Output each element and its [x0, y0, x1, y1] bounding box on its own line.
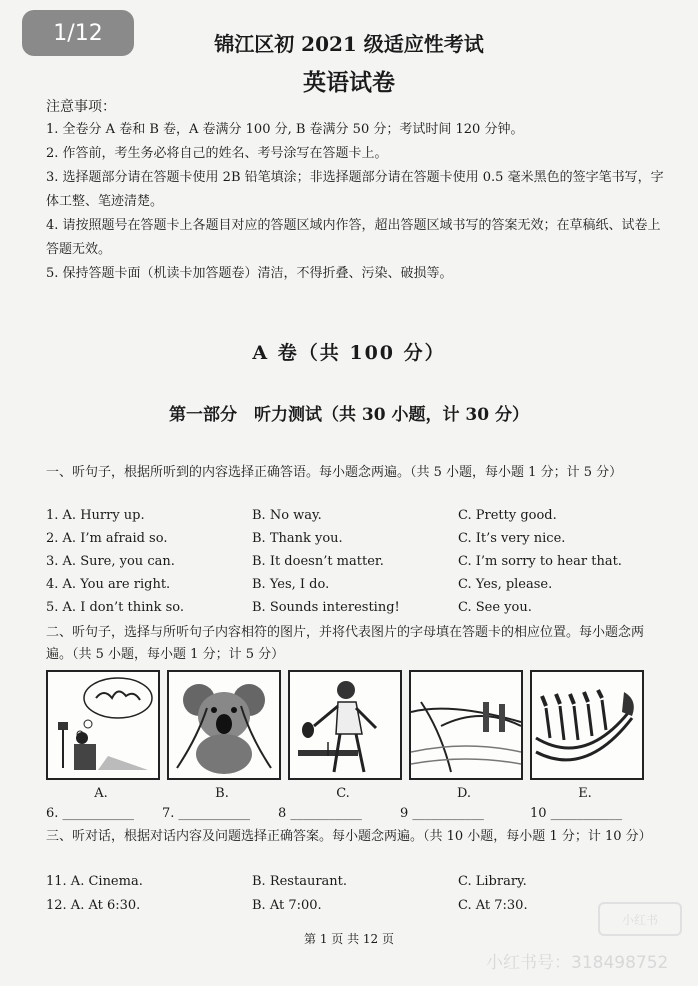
answer-blanks [46, 806, 666, 826]
option-c: C. It’s very nice. [458, 531, 566, 546]
option-b: B. At 7:00. [252, 898, 322, 913]
question-row [46, 600, 666, 620]
notes-heading: 注意事项： [46, 99, 116, 115]
answer-blank: 6. ___________ [46, 806, 135, 821]
question-row [46, 554, 666, 574]
option-b: B. Thank you. [252, 531, 343, 546]
option-a: 4. A. You are right. [46, 577, 171, 592]
option-a: 5. A. I don’t think so. [46, 600, 185, 615]
note-item: 2. 作答前，考生务必将自己的姓名、考号涂写在答题卡上。 [46, 146, 388, 161]
answer-blank: 7. ___________ [162, 806, 251, 821]
option-b: B. It doesn’t matter. [252, 554, 384, 569]
option-c: C. See you. [458, 600, 532, 615]
question-row [46, 874, 666, 894]
question-row [46, 531, 666, 551]
option-a: 2. A. I’m afraid so. [46, 531, 168, 546]
option-b: B. Sounds interesting! [252, 600, 400, 615]
answer-blank: 10 ___________ [530, 806, 623, 821]
exam-title: 锦江区初 2021 级适应性考试 [214, 32, 484, 56]
picture-group [46, 670, 646, 780]
picture-label: B. [215, 786, 229, 801]
picture-label: D. [456, 786, 472, 801]
exam-subtitle: 英语试卷 [303, 69, 395, 96]
dreaming-man-icon [46, 670, 160, 780]
option-a: 3. A. Sure, you can. [46, 554, 175, 569]
picture-label: E. [578, 786, 592, 801]
watermark-text: 小红书号：318498752 [486, 953, 669, 973]
option-a: 12. A. At 6:30. [46, 898, 141, 913]
dragon-boat-icon [530, 670, 644, 780]
question-row [46, 577, 666, 597]
section2-instruction: 二、听句子，选择与所听句子内容相符的图片，并将代表图片的字母填在答题卡的相应位置。每小题念两遍。（共 5 小题，每小题 1 分；计 5 分） [46, 625, 645, 662]
option-b: B. Yes, I do. [252, 577, 330, 592]
option-c: C. At 7:30. [458, 898, 528, 913]
watermark-logo: 小红书 [598, 902, 682, 936]
question-row [46, 898, 666, 918]
option-b: B. Restaurant. [252, 874, 348, 889]
answer-blank: 8 ___________ [278, 806, 362, 821]
option-b: B. No way. [252, 508, 322, 523]
option-c: C. Library. [458, 874, 527, 889]
note-item: 5. 保持答题卡面（机读卡加答题卷）清洁，不得折叠、污染、破损等。 [46, 266, 453, 281]
option-a: 11. A. Cinema. [46, 874, 143, 889]
section3-instruction: 三、听对话，根据对话内容及问题选择正确答案。每小题念两遍。（共 10 小题，每小题 1 分；计 10 分） [46, 829, 652, 844]
option-c: C. Yes, please. [458, 577, 553, 592]
volume-a-heading: A 卷（共 100 分） [252, 342, 446, 364]
part1-heading: 第一部分 听力测试（共 30 小题，计 30 分） [169, 405, 529, 425]
note-item: 3. 选择题部分请在答题卡使用 2B 铅笔填涂；非选择题部分请在答题卡使用 0.5 毫米黑色的签字笔书写，字体工整、笔迹清楚。 [46, 170, 664, 209]
koala-icon [167, 670, 281, 780]
picture-label: A. [94, 786, 108, 801]
section1-instruction: 一、听句子，根据所听到的内容选择正确答语。每小题念两遍。（共 5 小题，每小题 1 分；计 5 分） [46, 465, 623, 480]
option-c: C. I’m sorry to hear that. [458, 554, 622, 569]
bridge-icon [409, 670, 523, 780]
note-item: 1. 全卷分 A 卷和 B 卷，A 卷满分 100 分, B 卷满分 50 分；考试时间 120 分钟。 [46, 122, 524, 137]
page-counter-badge: 1/12 [22, 10, 134, 56]
page-footer: 第 1 页 共 12 页 [304, 932, 394, 946]
picture-label: C. [336, 786, 350, 801]
question-row [46, 508, 666, 528]
option-c: C. Pretty good. [458, 508, 557, 523]
notes-list [46, 118, 666, 286]
answer-blank: 9 ___________ [400, 806, 484, 821]
table-tennis-player-icon [288, 670, 402, 780]
note-item: 4. 请按照题号在答题卡上各题目对应的答题区域内作答，超出答题区域书写的答案无效；在草稿纸、试卷上答题无效。 [46, 218, 661, 257]
option-a: 1. A. Hurry up. [46, 508, 145, 523]
